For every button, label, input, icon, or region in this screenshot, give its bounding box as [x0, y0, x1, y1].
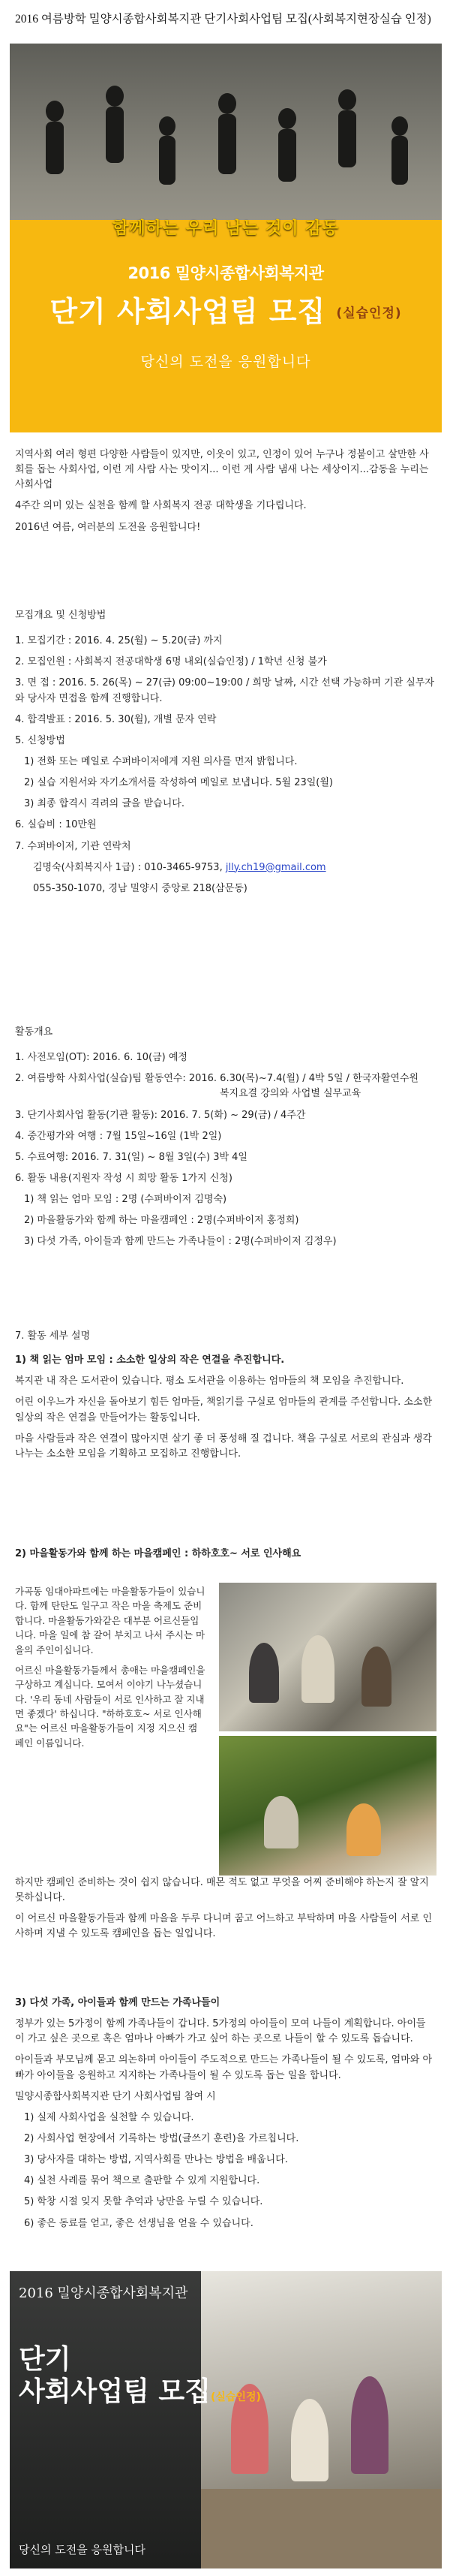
- recruit-section: [15, 608, 435, 902]
- detail-3-paragraph: 정부가 있는 5가정이 함께 가족나들이 갑니다. 5가정의 아이들이 모여 나들이 계획합니다. 아이들이 가고 싶은 곳으로 혹은 엄마나 아빠가 가고 싶어 하는 곳으로 나들이 할 수 있도록 돕습니다.: [15, 2018, 426, 2045]
- hero-banner: [10, 44, 442, 432]
- hero-main-title-text: 단기 사회사업팀 모집: [50, 295, 326, 328]
- overview-item: 4. 중간평가와 여행 : 7월 15일~16일 (1박 2일): [15, 1130, 222, 1142]
- detail-2-section: [15, 1547, 435, 1568]
- activity-option: 3) 다섯 가족, 아이들과 함께 만드는 가족나들이 : 2명(수퍼바이저 김정우): [24, 1236, 337, 1248]
- bottom-banner-org: 2016 밀양시종합사회복지관: [19, 2285, 188, 2301]
- intro-paragraph-3: 2016년 여름, 여러분의 도전을 응원합니다!: [15, 521, 201, 533]
- contact-email-link[interactable]: jlly.ch19@gmail.com: [225, 861, 326, 873]
- hero-org-name: 2016 밀양시종합사회복지관: [128, 264, 324, 282]
- detail-1-paragraph: 마을 사람들과 작은 연결이 많아지면 살기 좋 더 풍성해 질 겁니다. 책을 구실로 서로의 관심과 생각 나누는 소소한 모임을 기획하고 모집하고 진행합니다.: [15, 1433, 432, 1460]
- hero-tagline: 함께하는 우리 남는 것이 감동: [112, 219, 339, 238]
- details-heading: 7. 활동 세부 설명: [15, 1330, 91, 1342]
- detail-3-paragraph: 아이들과 부모님께 묻고 의논하며 아이들이 주도적으로 만드는 가족나들이 될 수 있도록, 엄마와 아빠가 아이들을 응원하고 지지하는 가족나들이 될 수 있도록 돕는 일을 합니다.: [15, 2054, 433, 2081]
- detail-2-paragraph: 하지만 캠페인 준비하는 것이 쉽지 않습니다. 매몬 적도 없고 무엇을 어찌 준비해야 하는지 잘 알지 못하십니다.: [15, 1877, 429, 1904]
- detail-3-title: 3) 다섯 가족, 아이들과 함께 만드는 가족나들이: [15, 1997, 220, 2008]
- contact-address: 055-350-1070, 경남 밀양시 중앙로 218(삼문동): [33, 882, 248, 894]
- detail-1-paragraph: 복지관 내 작은 도서관이 있습니다. 평소 도서관을 이용하는 엄마들의 책 모임을 추진합니다.: [15, 1375, 404, 1387]
- recruit-item: 4. 합격발표 : 2016. 5. 30(월), 개별 문자 연락: [15, 713, 217, 725]
- detail-2-paragraph: 어르신 마을활동가들께서 총애는 마을캠페인을 구상하고 계십니다. 모여서 이야기 나누셨습니다. '우리 동네 사람들이 서로 인사하고 잘 지내면 좋겠다' 하십니다. "하하호호~ 서로 인사해요"는 어르신 마을활동가들이 지정 지으신 캠페인 이름입니다.: [15, 1664, 206, 1749]
- overview-item: 5. 수료여행: 2016. 7. 31(일) ~ 8월 3일(수) 3박 4일: [15, 1151, 248, 1163]
- detail-2-continued: [15, 1876, 435, 1948]
- benefit-item: 6) 좋은 동료를 얻고, 좋은 선생님을 얻을 수 있습니다.: [24, 2217, 254, 2229]
- recruit-heading: 모집개요 및 신청방법: [15, 610, 106, 621]
- recruit-item: 2. 모집인원 : 사회복지 전공대학생 6명 내외(실습인정) / 1학년 신청 불가: [15, 656, 327, 668]
- activity-option: 2) 마을활동가와 함께 하는 마을캠페인 : 2명(수퍼바이저 홍정희): [24, 1215, 299, 1227]
- contact-line: [15, 860, 435, 875]
- detail-2-title: 2) 마을활동가와 함께 하는 마을캠페인 : 하하호호~ 서로 인사해요: [15, 1548, 302, 1559]
- bottom-banner-subtitle: (실습인정): [210, 2391, 261, 2404]
- overview-item: 1. 사전모임(OT): 2016. 6. 10(금) 예정: [15, 1052, 188, 1064]
- hero-main-subtitle: (실습인정): [336, 306, 402, 321]
- bottom-banner-cheer: 당신의 도전을 응원합니다: [19, 2543, 146, 2556]
- bottom-banner-title: [19, 2343, 261, 2408]
- overview-item: 6. 활동 내용(지원자 작성 시 희망 활동 1가지 신청): [15, 1172, 232, 1184]
- detail-2-text-column: [15, 1584, 206, 1756]
- fee-item: 6. 실습비 : 10만원: [15, 819, 97, 831]
- intro-paragraph-2: 4주간 의미 있는 실천을 함께 할 사회복지 전공 대학생을 기다립니다.: [15, 500, 307, 512]
- overview-item: 복지요결 강의와 사업별 실무교육: [15, 1088, 362, 1100]
- hero-cheer-text: 당신의 도전을 응원합니다: [140, 354, 311, 370]
- detail-1-title: 1) 책 읽는 엄마 모임 : 소소한 일상의 작은 연결을 추진합니다.: [15, 1354, 285, 1366]
- contact-name: 김명숙(사회복지사 1급) : 010-3465-9753,: [33, 861, 226, 873]
- overview-item: 3. 단기사회사업 활동(기관 활동): 2016. 7. 5(화) ~ 29(금) / 4주간: [15, 1109, 306, 1121]
- overview-heading: 활동개요: [15, 1026, 53, 1038]
- benefit-item: 4) 실천 사례를 묶어 책으로 출판할 수 있게 지원합니다.: [24, 2175, 260, 2187]
- contact-heading: 7. 수퍼바이저, 기관 연락처: [15, 840, 131, 852]
- activity-option: 1) 책 읽는 엄마 모임 : 2명 (수퍼바이저 김명숙): [24, 1194, 227, 1206]
- detail-3-section: [15, 1996, 435, 2237]
- benefits-heading: 밀양시종합사회복지관 단기 사회사업팀 참여 시: [15, 2090, 216, 2102]
- community-meeting-photo: [219, 1583, 436, 1731]
- bottom-banner-title-line2: 사회사업팀 모집: [19, 2376, 211, 2408]
- bottom-banner-dark-panel: [10, 2271, 201, 2568]
- document-title: 2016 여름방학 밀양시종합사회복지관 단기사회사업팀 모집(사회복지현장실습 인정): [15, 13, 431, 26]
- detail-2-paragraph: 가곡동 임대아파트에는 마을활동가들이 있습니다. 함께 탄탄도 일구고 작은 마을 축제도 준비합니다. 마을활동가와같은 대부분 어르신들입니다. 마을 일에 참 갈어 부치고 나서 주시는 마을의 주인이십니다.: [15, 1586, 206, 1656]
- method-step: 3) 최종 합격시 격려의 글을 받습니다.: [24, 798, 184, 810]
- benefit-item: 1) 실제 사회사업을 실천할 수 있습니다.: [24, 2111, 194, 2123]
- detail-1-paragraph: 어린 이우느가 자신을 돌아보기 힘든 엄마들, 책읽기를 구실로 엄마들의 관계를 주선합니다. 소소한 일상의 작은 연결을 만들어가는 활동입니다.: [15, 1396, 433, 1424]
- intro-section: [15, 447, 435, 541]
- intro-paragraph-1: 지역사회 여러 형편 다양한 사람들이 있지만, 이웃이 있고, 인정이 있어 누구나 정붙이고 살만한 사회를 돕는 사회사업, 이런 게 사람 사는 맛이지... 이런 게 사람 냄새 나는 세상이지...감동을 누리는 사회사업: [15, 449, 429, 491]
- bottom-banner: [10, 2271, 442, 2568]
- method-step: 1) 전화 또는 메일로 수퍼바이저에게 지원 의사를 먼저 밝힙니다.: [24, 755, 298, 767]
- detail-2-paragraph: 이 어르신 마을활동가들과 함께 마을을 두루 다니며 꿈고 어느하고 부탁하며 마을 사람들이 서로 인사하며 지낼 수 있도록 캠페인을 돕는 일입니다.: [15, 1913, 433, 1940]
- bottom-banner-photo: [201, 2271, 442, 2568]
- benefit-item: 2) 사회사업 현장에서 기록하는 방법(글쓰기 훈련)을 가르칩니다.: [24, 2132, 299, 2144]
- recruit-item: 1. 모집기간 : 2016. 4. 25(월) ~ 5.20(금) 까지: [15, 635, 223, 647]
- garden-activity-photo: [219, 1736, 436, 1876]
- hero-main-title: [10, 290, 442, 334]
- recruit-item: 5. 신청방법: [15, 734, 65, 746]
- details-section: [15, 1329, 435, 1468]
- overview-item: 2. 여름방학 사회사업(실습)팀 활동연수: 2016. 6.30(목)~7.4(월) / 4박 5일 / 한국자활연수원: [15, 1073, 419, 1085]
- recruit-item: 3. 면 접 : 2016. 5. 26(목) ~ 27(금) 09:00~19:00 / 희망 날짜, 시간 선택 가능하며 기관 실무자와 당사자 면접을 함께 진행합니다.: [15, 677, 434, 704]
- benefit-item: 3) 당사자를 대하는 방법, 지역사회를 만나는 방법을 배웁니다.: [24, 2154, 288, 2166]
- bottom-banner-title-line1: 단기: [19, 2344, 71, 2375]
- method-step: 2) 실습 지원서와 자기소개서를 작성하여 메일로 보냅니다. 5월 23일(월): [24, 777, 333, 789]
- benefit-item: 5) 학창 시절 잊지 못할 추억과 낭만을 누릴 수 있습니다.: [24, 2196, 263, 2208]
- overview-section: [15, 1025, 435, 1256]
